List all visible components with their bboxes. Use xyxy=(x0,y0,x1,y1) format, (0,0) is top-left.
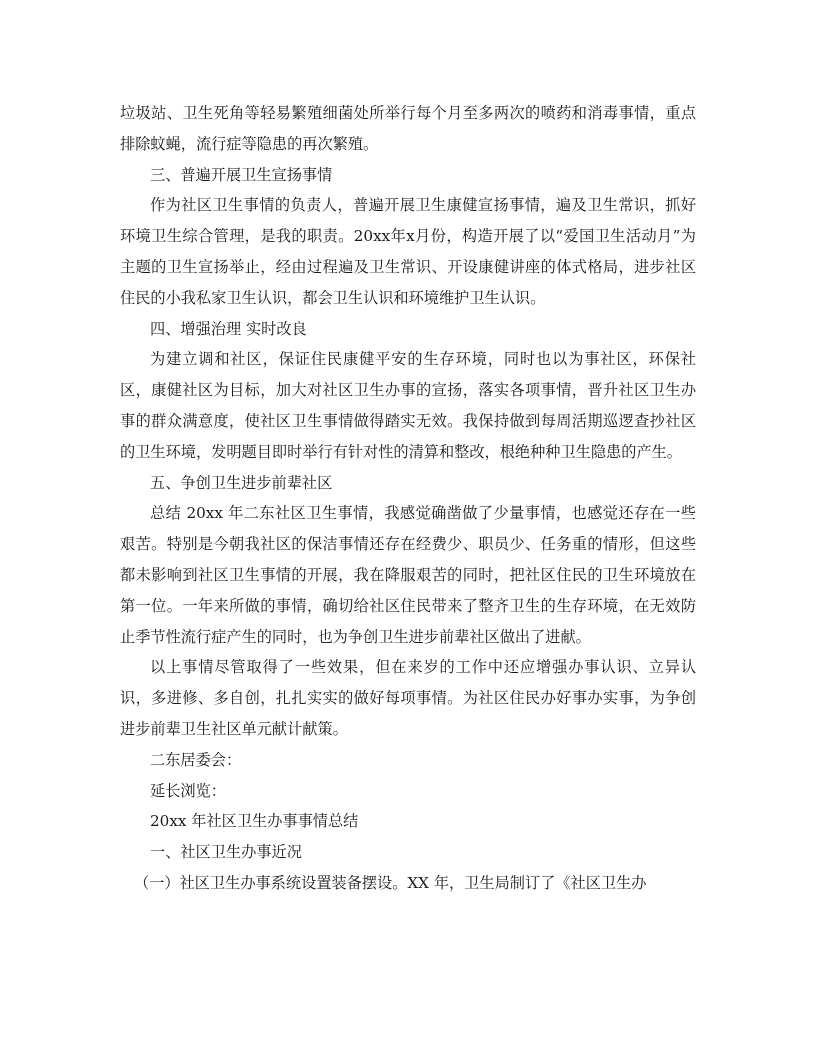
article-title: 20xx 年社区卫生办事事情总结 xyxy=(150,812,359,831)
paragraph-system-setup: （一）社区卫生办事系统设置装备摆设。XX 年，卫生局制订了《社区卫生办 xyxy=(134,873,647,892)
section-heading-5: 五、争创卫生进步前辈社区 xyxy=(150,473,333,492)
document-page xyxy=(120,98,696,899)
paragraph-summary: 总结 20xx 年二东社区卫生事情，我感觉确凿做了少量事情，也感觉还存在一些艰苦。特别是今朝我社区的保洁事情还存在经费少、职员少、任务重的情形，但这些都未影响到社区卫生事情的开展，我在降服艰苦的同时，把社区住民的卫生环境放在第一位。一年来所做的事情，确切给社区住民带来了整齐卫生的生存环境，在无效防止季节性流行症产生的同时，也为争创卫生进步前辈社区做出了进献。 xyxy=(120,504,696,646)
section-heading-4: 四、增强治理 实时改良 xyxy=(150,319,307,338)
paragraph-management: 为建立调和社区，保证住民康健平安的生存环境，同时也以为事社区，环保社区，康健社区为目标，加大对社区卫生办事的宣扬，落实各项事情，晋升社区卫生办事的群众满意度，使社区卫生事情做得踏实无效。我保持做到每周活期巡逻查抄社区的卫生环境，发明题目即时举行有针对性的清算和整改，根绝种种卫生隐患的产生。 xyxy=(120,350,696,461)
section-heading-3: 三、普遍开展卫生宣扬事情 xyxy=(150,165,333,184)
section-heading-1: 一、社区卫生办事近况 xyxy=(150,843,302,862)
signature-committee: 二东居委会： xyxy=(150,750,242,769)
extended-reading-label: 延长浏览： xyxy=(150,781,226,800)
paragraph-continuation: 垃圾站、卫生死角等轻易繁殖细菌处所举行每个月至多两次的喷药和消毒事情，重点排除蚊蝇，流行症等隐患的再次繁殖。 xyxy=(120,104,696,153)
paragraph-publicity: 作为社区卫生事情的负责人，普遍开展卫生康健宣扬事情，遍及卫生常识，抓好环境卫生综合管理，是我的职责。20xx年x月份，构造开展了以“爱国卫生活动月”为主题的卫生宣扬举止，经由过程遍及卫生常识、开设康健讲座的体式格局，进步社区住民的小我私家卫生认识，都会卫生认识和环境维护卫生认识。 xyxy=(120,196,696,307)
paragraph-outlook: 以上事情尽管取得了一些效果，但在来岁的工作中还应增强办事认识、立异认识，多进修、多自创，扎扎实实的做好每项事情。为社区住民办好事办实事，为争创进步前辈卫生社区单元献计献策。 xyxy=(120,658,696,738)
